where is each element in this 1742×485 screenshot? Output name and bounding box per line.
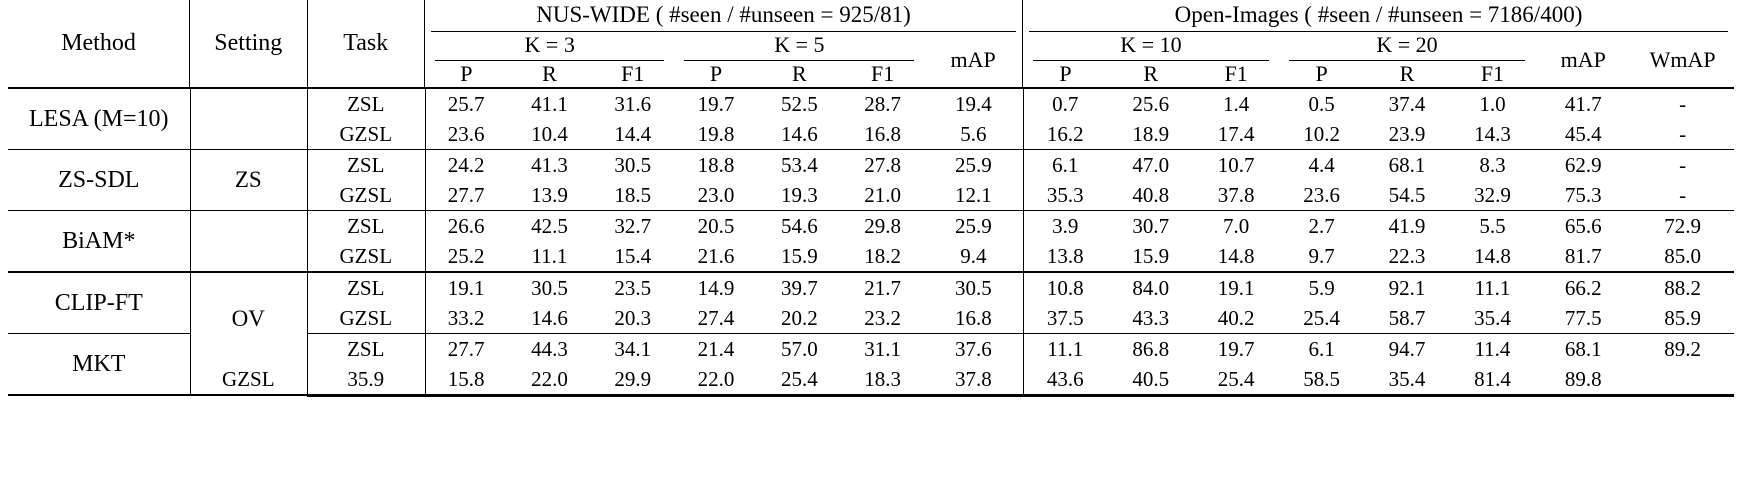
cell-k10-f1: 40.2 [1217,305,1255,330]
cell-nuswide-map: 25.9 [955,213,992,238]
cell-k5-f1: 25.4 [780,366,818,391]
cell-k3-p: 25.7 [447,91,485,116]
column-header-k3 [425,32,675,61]
cell-k20-r: 37.4 [1388,91,1426,116]
cell-k3-f1: 30.5 [614,152,652,177]
cell-k10-r: 15.9 [1132,243,1170,268]
cell-k20-f1: 8.3 [1479,152,1506,177]
cell-k10-p: 37.5 [1046,305,1084,330]
footer-spacer [8,397,1734,408]
table-row [8,211,1734,242]
cell-nuswide-map: 19.4 [955,91,992,116]
column-header-method: Method [61,30,136,56]
cell-k20-p: 10.2 [1303,121,1340,146]
cell-k10-f1: 40.5 [1132,366,1170,391]
cell-k3-r: 15.8 [447,366,485,391]
cell-k3-p: 35.9 [347,366,385,391]
cell-nuswide-map: 18.3 [864,366,901,391]
row-task-label: GZSL [339,305,393,330]
cell-k5-r: 22.0 [697,366,735,391]
cell-k5-f1: 29.8 [864,213,901,238]
cell-k5-f1: 21.0 [864,182,901,207]
cell-k20-p: 25.4 [1217,366,1255,391]
cell-k20-r: 92.1 [1388,275,1426,300]
cell-k20-p: 2.7 [1308,213,1335,238]
cell-k20-r: 41.9 [1388,213,1426,238]
cell-k3-r: 13.9 [531,182,568,207]
cell-k3-f1: 20.3 [614,305,652,330]
cell-k5-r: 19.3 [780,182,818,207]
cell-k5-r: 39.7 [780,275,818,300]
cell-openimages-wmap: 89.2 [1664,336,1701,361]
cell-k10-f1: 14.8 [1217,243,1255,268]
cell-k3-f1: 15.4 [614,243,652,268]
cell-k5-f1: 18.2 [864,243,901,268]
cell-k20-f1: 11.4 [1474,336,1511,361]
cell-k5-r: 20.2 [780,305,818,330]
cell-k3-f1: 32.7 [614,213,652,238]
cell-k5-f1: 31.1 [864,336,901,361]
column-header-k10-p: P [1023,61,1108,87]
row-method-label: LESA (M=10) [29,105,169,132]
cell-nuswide-map: 12.1 [955,182,992,207]
cell-k20-r: 54.5 [1388,182,1426,207]
cell-openimages-wmap: 85.9 [1664,305,1701,330]
cell-k20-f1: 5.5 [1479,213,1506,238]
cell-k3-f1: 23.5 [614,275,652,300]
cell-k10-p: 3.9 [1052,213,1079,238]
row-task-label: ZSL [347,152,385,177]
cell-k3-f1: 14.4 [614,121,652,146]
cell-k20-p: 4.4 [1308,152,1335,177]
cell-k3-r: 14.6 [531,305,568,330]
row-task-label: GZSL [222,366,275,391]
cell-k5-f1: 16.8 [864,121,901,146]
k3-label: K = 3 [435,32,664,61]
cell-k10-f1: 1.4 [1223,91,1250,116]
cell-k3-r: 41.1 [531,91,568,116]
cell-k10-f1: 17.4 [1217,121,1255,146]
row-setting-label: OV [231,305,265,331]
cell-k10-r: 47.0 [1132,152,1170,177]
cell-k10-f1: 19.7 [1217,336,1255,361]
results-table [8,0,1734,407]
cell-k5-f1: 23.2 [864,305,901,330]
cell-k5-f1: 27.8 [864,152,901,177]
cell-k5-p: 20.5 [697,213,735,238]
cell-openimages-wmap: - [1679,91,1687,116]
cell-k20-r: 22.3 [1388,243,1426,268]
cell-nuswide-map: 5.6 [960,121,987,146]
cell-openimages-wmap: 72.9 [1664,213,1701,238]
cell-openimages-wmap: - [1679,182,1687,207]
column-header-k10-r: R [1143,61,1159,86]
nuswide-group-label: NUS-WIDE ( #seen / #unseen = 925/81) [431,0,1016,32]
column-header-k10 [1023,32,1279,61]
cell-k3-r: 11.1 [531,243,568,268]
cell-k3-r: 42.5 [531,213,568,238]
cell-k20-p: 23.6 [1303,182,1340,207]
cell-nuswide-map: 25.9 [955,152,992,177]
cell-k20-r: 94.7 [1388,336,1426,361]
cell-k10-r: 18.9 [1132,121,1170,146]
row-method-label: MKT [72,350,126,377]
cell-k3-r: 41.3 [531,152,568,177]
cell-k20-f1: 35.4 [1474,305,1511,330]
cell-k3-p: 23.6 [447,121,485,146]
column-header-openimages-wmap: WmAP [1649,46,1716,72]
cell-k5-f1: 28.7 [864,91,901,116]
column-header-k5-f1: F1 [871,61,895,86]
cell-k3-f1: 31.6 [614,91,652,116]
cell-openimages-map: 62.9 [1564,152,1602,177]
row-task-label: ZSL [347,336,385,361]
cell-nuswide-map: 9.4 [960,243,987,268]
cell-k10-r: 86.8 [1132,336,1170,361]
cell-k10-f1: 10.7 [1217,152,1255,177]
cell-k5-r: 52.5 [780,91,818,116]
cell-k5-r: 15.9 [780,243,818,268]
cell-k3-r: 10.4 [531,121,568,146]
cell-k5-p: 18.8 [697,152,735,177]
cell-k5-r: 54.6 [780,213,818,238]
cell-k20-r: 23.9 [1388,121,1426,146]
cell-k20-f1: 32.9 [1474,182,1511,207]
cell-openimages-map: 81.7 [1564,243,1602,268]
cell-k3-f1: 22.0 [531,366,568,391]
header-group-row [8,0,1734,32]
column-header-k5-p: P [709,61,723,86]
cell-k10-p: 0.7 [1052,91,1079,116]
row-task-label: GZSL [339,121,393,146]
column-header-nuswide-group [425,0,1023,32]
cell-k20-p: 0.5 [1308,91,1335,116]
cell-k20-f1: 1.0 [1479,91,1506,116]
cell-openimages-wmap: - [1679,152,1687,177]
cell-k3-f1: 18.5 [614,182,652,207]
column-header-k3-p: P [425,61,508,87]
cell-k10-r: 30.7 [1132,213,1170,238]
cell-k10-p: 16.2 [1046,121,1084,146]
cell-k5-r: 14.6 [780,121,818,146]
column-header-k5-r: R [791,61,807,86]
k20-label: K = 20 [1289,32,1525,61]
table-header [8,0,1734,88]
cell-k20-p: 5.9 [1308,275,1335,300]
cell-k3-p: 27.7 [447,182,485,207]
cell-k10-r: 43.6 [1046,366,1084,391]
column-header-k10-f1: F1 [1224,61,1248,86]
cell-k10-p: 10.8 [1046,275,1084,300]
cell-openimages-map: 41.7 [1564,91,1602,116]
cell-openimages-wmap: - [1679,121,1687,146]
cell-k20-p: 9.7 [1308,243,1335,268]
row-setting-spacer [190,211,307,272]
column-header-openimages-map: mAP [1560,46,1606,72]
cell-k10-f1: 37.8 [1217,182,1255,207]
cell-k20-p: 6.1 [1308,336,1335,361]
cell-k20-r: 58.5 [1303,366,1340,391]
cell-nuswide-map: 30.5 [955,275,992,300]
cell-k10-f1: 19.1 [1217,275,1255,300]
cell-k5-p: 19.8 [697,121,735,146]
cell-nuswide-map: 37.6 [955,336,992,361]
cell-k3-r: 30.5 [531,275,568,300]
cell-k3-p: 19.1 [447,275,485,300]
column-header-k3-r: R [542,61,557,86]
cell-k5-p: 14.9 [697,275,735,300]
cell-k5-p: 21.6 [697,243,735,268]
cell-openimages-wmap: 88.2 [1664,275,1701,300]
cell-k10-r: 40.8 [1132,182,1170,207]
cell-k10-f1: 7.0 [1223,213,1250,238]
column-header-k20 [1279,32,1535,61]
cell-k10-r: 43.3 [1132,305,1170,330]
column-header-openimages-group [1023,0,1734,32]
cell-openimages-map: 66.2 [1564,275,1602,300]
cell-openimages-map: 75.3 [1564,182,1602,207]
cell-k3-p: 26.6 [447,213,485,238]
cell-k10-r: 25.6 [1132,91,1170,116]
column-header-setting: Setting [190,0,307,87]
row-task-label: GZSL [339,243,393,268]
column-header-nuswide-map: mAP [950,46,996,72]
column-header-k20-f1: F1 [1480,61,1505,86]
row-method-label: BiAM* [62,227,136,254]
row-task-label: GZSL [339,182,393,207]
row-setting-spacer [190,88,307,149]
cell-k10-p: 6.1 [1052,152,1079,177]
cell-k5-p: 21.4 [697,336,735,361]
cell-k5-r: 57.0 [780,336,818,361]
cell-k5-r: 53.4 [780,152,818,177]
table-row [8,272,1734,303]
cell-k3-p: 25.2 [447,243,485,268]
cell-k3-r: 44.3 [531,336,568,361]
cell-k20-p: 25.4 [1303,305,1340,330]
row-task-label: ZSL [347,213,385,238]
cell-k20-f1: 11.1 [1474,275,1511,300]
column-header-k20-p: P [1315,61,1328,86]
cell-k3-p: 33.2 [447,305,485,330]
row-method-label: ZS-SDL [58,166,140,193]
cell-k10-p: 37.8 [955,366,992,391]
cell-k10-p: 35.3 [1046,182,1084,207]
cell-k5-f1: 21.7 [864,275,901,300]
cell-k20-f1: 14.8 [1474,243,1511,268]
cell-openimages-wmap: 85.0 [1664,243,1701,268]
cell-k10-p: 11.1 [1047,336,1084,361]
cell-k20-f1: 35.4 [1388,366,1426,391]
table-row [8,88,1734,119]
cell-openimages-map: 45.4 [1564,121,1602,146]
cell-nuswide-map: 16.8 [955,305,992,330]
table-row [8,150,1734,181]
cell-openimages-map: 65.6 [1564,213,1602,238]
table-row [8,364,1734,394]
k5-label: K = 5 [684,32,914,61]
row-task-label: ZSL [347,275,385,300]
cell-k3-f1: 34.1 [614,336,652,361]
openimages-group-label: Open-Images ( #seen / #unseen = 7186/400) [1029,0,1728,32]
cell-k3-p: 27.7 [447,336,485,361]
cell-openimages-map: 81.4 [1474,366,1511,391]
cell-k20-f1: 14.3 [1474,121,1511,146]
cell-k5-p: 19.7 [697,91,735,116]
table-body [8,88,1734,407]
cell-openimages-wmap: 89.8 [1564,366,1602,391]
column-header-k20-r: R [1399,61,1415,86]
cell-k10-r: 84.0 [1132,275,1170,300]
cell-k5-p: 23.0 [697,182,735,207]
row-task-label: ZSL [347,91,385,116]
cell-k5-p: 27.4 [697,305,735,330]
cell-k20-r: 58.7 [1388,305,1426,330]
row-method-label: CLIP-FT [54,289,143,316]
cell-k10-p: 13.8 [1046,243,1084,268]
column-header-k5 [674,32,924,61]
cell-k5-p: 29.9 [614,366,652,391]
column-header-k3-f1: F1 [621,61,645,86]
k10-label: K = 10 [1033,32,1269,61]
column-header-task: Task [307,0,424,87]
cell-openimages-map: 77.5 [1564,305,1602,330]
cell-openimages-map: 68.1 [1564,336,1602,361]
cell-k20-r: 68.1 [1388,152,1426,177]
row-setting-label: ZS [234,167,262,192]
cell-k3-p: 24.2 [447,152,485,177]
